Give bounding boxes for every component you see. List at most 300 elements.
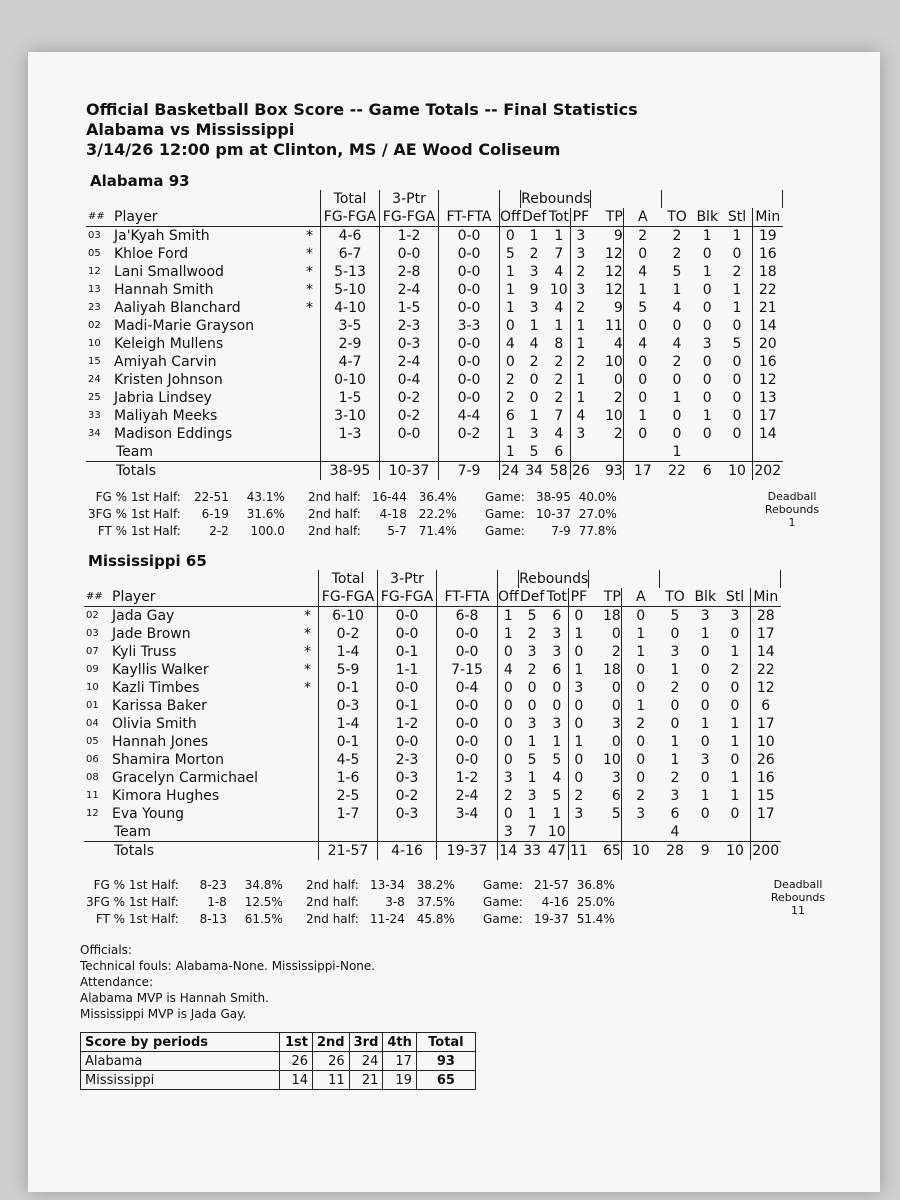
stat-cell: 3 xyxy=(700,752,710,768)
shooting-pct-row xyxy=(88,524,621,539)
stat-cell: 0 xyxy=(552,698,562,714)
player-row xyxy=(86,407,827,425)
header-date-venue: 3/14/26 12:00 pm at Clinton, MS / AE Wood Coliseum xyxy=(86,140,561,159)
player-number: 10 xyxy=(88,338,101,349)
stat-cell: 2 xyxy=(570,353,590,371)
stat-cell xyxy=(750,823,781,842)
player-row xyxy=(84,679,825,697)
stat-cell: 0 xyxy=(500,353,521,371)
stat-cell: 4 xyxy=(552,770,562,786)
periods-score: 26 xyxy=(280,1052,313,1071)
pct-cell: FG % 1st Half: xyxy=(95,490,181,504)
stat-cell: 0 xyxy=(702,426,712,442)
stat-cell: 1-2 xyxy=(380,227,439,246)
player-row xyxy=(86,389,827,407)
stat-cell: 0-1 xyxy=(319,679,378,697)
stat-cell: 2 xyxy=(570,299,590,317)
pct-cell: 27.0% xyxy=(578,507,617,521)
stat-cell: 1 xyxy=(529,408,539,424)
stat-cell: 2 xyxy=(527,626,537,642)
stat-cell: 0 xyxy=(702,318,712,334)
stat-cell: * xyxy=(306,282,313,298)
stat-cell: 0-0 xyxy=(439,353,500,371)
totals-label: Totals xyxy=(112,842,304,861)
stat-cell: 17 xyxy=(750,625,781,643)
player-row xyxy=(86,281,827,299)
stat-cell: 0-1 xyxy=(378,643,437,661)
stat-cell: 4 xyxy=(554,300,564,316)
stat-cell: 1 xyxy=(498,625,519,643)
stat-cell: 1 xyxy=(500,425,521,443)
column-header-tot: Tot xyxy=(546,589,567,605)
stat-cell: 0 xyxy=(732,426,742,442)
stat-cell: 4-7 xyxy=(321,353,380,371)
stat-cell xyxy=(304,805,319,823)
stat-cell: 4 xyxy=(623,335,662,353)
player-name: Kimora Hughes xyxy=(112,788,220,804)
player-name: Lani Smallwood xyxy=(114,264,224,280)
stat-cell: 1 xyxy=(527,734,537,750)
stat-cell: 3 xyxy=(570,227,590,246)
stat-cell: 1 xyxy=(621,643,660,661)
totals-cell: 10 xyxy=(720,842,750,861)
pct-cell: 19-37 xyxy=(533,912,569,926)
stat-cell: 26 xyxy=(750,751,781,769)
mississippi-deadball: Deadball Rebounds 11 xyxy=(770,878,826,917)
stat-cell: 0 xyxy=(702,282,712,298)
stat-cell: 1-4 xyxy=(319,643,378,661)
stat-cell: 4 xyxy=(554,264,564,280)
player-name: Gracelyn Carmichael xyxy=(112,770,259,786)
stat-cell: 3 xyxy=(670,788,680,804)
stat-cell: 4-5 xyxy=(319,751,378,769)
column-header-tot: Tot xyxy=(548,209,569,225)
column-header-ft: FT-FTA xyxy=(439,208,500,227)
stat-cell: 5 xyxy=(527,608,537,624)
stat-cell: 2-5 xyxy=(319,787,378,805)
totals-cell: 14 xyxy=(499,843,518,859)
pct-cell: 22.2% xyxy=(418,507,457,521)
stat-cell: 1-2 xyxy=(437,769,498,787)
stat-cell: 3 xyxy=(529,264,539,280)
pct-cell: 51.4% xyxy=(576,912,615,926)
stat-cell: 0-0 xyxy=(380,245,439,263)
stat-cell: 1 xyxy=(527,806,537,822)
player-name: Keleigh Mullens xyxy=(114,336,224,352)
stat-cell: 0-2 xyxy=(378,787,437,805)
group-header-label: Total xyxy=(319,570,378,588)
stat-cell: 1-3 xyxy=(321,425,380,443)
stat-cell: 2 xyxy=(554,372,564,388)
periods-header-1st: 1st xyxy=(280,1033,313,1052)
totals-cell: 200 xyxy=(750,842,781,861)
stat-cell: 0 xyxy=(623,317,662,335)
stat-cell: 18 xyxy=(752,263,783,281)
stat-cell: 1-4 xyxy=(319,715,378,733)
stat-cell: 2 xyxy=(613,426,623,442)
pct-cell: Game: xyxy=(485,490,525,504)
column-header-fg3: FG-FGA xyxy=(380,208,439,227)
player-number xyxy=(84,823,112,842)
stat-cell: 0 xyxy=(623,371,662,389)
periods-score: 19 xyxy=(383,1071,417,1090)
periods-team-name: Alabama xyxy=(81,1052,280,1071)
pct-cell: 100.0 xyxy=(250,524,285,538)
player-row xyxy=(86,227,827,246)
stat-cell: 0-2 xyxy=(380,389,439,407)
stat-cell: 10 xyxy=(547,824,566,840)
column-header-player: Player xyxy=(112,588,304,607)
stat-cell xyxy=(304,751,319,769)
group-header-row xyxy=(84,570,825,588)
totals-cell: 4-16 xyxy=(378,842,437,861)
stat-cell: 0 xyxy=(670,716,680,732)
stat-cell: 2-3 xyxy=(380,317,439,335)
stat-cell: 0 xyxy=(611,698,621,714)
column-header-num: ## xyxy=(86,208,114,227)
stat-cell: 0 xyxy=(672,408,682,424)
stat-cell: 1 xyxy=(554,318,564,334)
periods-score: 14 xyxy=(280,1071,313,1090)
stat-cell: 6 xyxy=(552,662,562,678)
player-number: 34 xyxy=(88,428,101,439)
stat-cell: 3 xyxy=(527,644,537,660)
stat-cell: 1-7 xyxy=(319,805,378,823)
player-name: Jada Gay xyxy=(112,608,175,624)
stat-cell: 4-10 xyxy=(321,299,380,317)
stat-cell xyxy=(319,823,378,842)
stat-cell: 0 xyxy=(732,390,742,406)
stat-cell: 0 xyxy=(732,372,742,388)
stat-cell: 21 xyxy=(752,299,783,317)
player-name: Team xyxy=(116,444,154,460)
stat-cell: 4 xyxy=(672,336,682,352)
stat-cell: 1 xyxy=(732,228,742,244)
stat-cell: 0-1 xyxy=(319,733,378,751)
player-name: Madi-Marie Grayson xyxy=(114,318,255,334)
player-name: Karissa Baker xyxy=(112,698,207,714)
player-name: Kristen Johnson xyxy=(114,372,223,388)
stat-cell: 0 xyxy=(621,661,660,679)
stat-cell: 17 xyxy=(752,407,783,425)
stat-cell: 5 xyxy=(500,245,521,263)
stat-cell: * xyxy=(306,300,313,316)
stat-cell: * xyxy=(306,264,313,280)
stat-cell: 8 xyxy=(554,336,564,352)
shooting-pct-row xyxy=(88,490,621,505)
stat-cell: 3 xyxy=(700,608,710,624)
player-name: Shamira Morton xyxy=(112,752,224,768)
stat-cell: * xyxy=(304,662,311,678)
pct-cell: 16-44 xyxy=(371,490,407,504)
stat-cell: 4-4 xyxy=(439,407,500,425)
stat-cell: 2 xyxy=(500,389,521,407)
group-header-label: 3-Ptr xyxy=(378,570,437,588)
stat-cell: 0 xyxy=(621,733,660,751)
stat-cell: 1-2 xyxy=(378,715,437,733)
totals-cell: 33 xyxy=(519,842,546,861)
stat-cell: 0-0 xyxy=(439,299,500,317)
alabama-shooting-pct xyxy=(86,488,623,541)
stat-cell: 1 xyxy=(529,318,539,334)
stat-cell: 0-0 xyxy=(439,371,500,389)
stat-cell: 3 xyxy=(670,644,680,660)
stat-cell: 2 xyxy=(529,354,539,370)
column-header-def: Def xyxy=(521,209,547,225)
player-row xyxy=(86,245,827,263)
pct-cell: 8-13 xyxy=(199,912,227,926)
stat-cell: * xyxy=(304,626,311,642)
stat-cell: 16 xyxy=(750,769,781,787)
group-header-label: Total xyxy=(321,190,380,208)
player-row xyxy=(86,335,827,353)
stat-cell: 0 xyxy=(621,769,660,787)
stat-cell xyxy=(720,823,750,842)
player-number: 03 xyxy=(86,628,99,639)
player-row xyxy=(84,715,825,733)
stat-cell: 0 xyxy=(552,680,562,696)
stat-cell: 1 xyxy=(568,661,588,679)
totals-row xyxy=(86,462,827,481)
pct-cell: 5-7 xyxy=(387,524,407,538)
game-notes xyxy=(80,942,375,1022)
pct-cell: 71.4% xyxy=(418,524,457,538)
column-header-to: TO xyxy=(660,588,691,607)
stat-cell: 0 xyxy=(621,607,660,626)
player-row xyxy=(84,697,825,715)
pct-cell: 2nd half: xyxy=(308,490,361,504)
totals-cell: 17 xyxy=(623,462,662,481)
pct-cell: 8-23 xyxy=(199,878,227,892)
player-number: 33 xyxy=(88,410,101,421)
stat-cell xyxy=(306,443,321,462)
stat-cell xyxy=(306,389,321,407)
alabama-box-table xyxy=(86,190,827,480)
totals-cell: 24 xyxy=(501,463,520,479)
pct-cell: 3-8 xyxy=(385,895,405,909)
note-alabama-mvp: Alabama MVP is Hannah Smith. xyxy=(80,991,269,1005)
totals-cell: 202 xyxy=(752,462,783,481)
shooting-pct-row xyxy=(88,507,621,522)
stat-cell: 2 xyxy=(500,371,521,389)
stat-cell: 1 xyxy=(730,734,740,750)
stat-cell: 0 xyxy=(730,626,740,642)
stat-cell: 4-6 xyxy=(321,227,380,246)
player-name: Kyli Truss xyxy=(112,644,177,660)
stat-cell: 9 xyxy=(529,282,539,298)
player-row xyxy=(86,425,827,443)
mississippi-box-table xyxy=(84,570,825,860)
stat-cell: 0-0 xyxy=(437,733,498,751)
stat-cell: 0 xyxy=(527,680,537,696)
stat-cell: 22 xyxy=(752,281,783,299)
column-header-off: Off xyxy=(498,589,519,605)
player-row xyxy=(84,643,825,661)
pct-cell: 11-24 xyxy=(369,912,405,926)
stat-cell: 3 xyxy=(570,281,590,299)
stat-cell: 2 xyxy=(554,354,564,370)
stat-cell: 4 xyxy=(529,336,539,352)
stat-cell: 2 xyxy=(730,662,740,678)
note-mississippi-mvp: Mississippi MVP is Jada Gay. xyxy=(80,1007,247,1021)
stat-cell: 3-3 xyxy=(439,317,500,335)
stat-cell xyxy=(380,443,439,462)
stat-cell: 3 xyxy=(611,716,621,732)
stat-cell xyxy=(304,715,319,733)
pct-cell: 3FG % 1st Half: xyxy=(86,895,179,909)
stat-cell: 1 xyxy=(730,788,740,804)
player-name: Maliyah Meeks xyxy=(114,408,218,424)
stat-cell: 0 xyxy=(700,698,710,714)
pct-cell: 37.5% xyxy=(416,895,455,909)
player-number: 12 xyxy=(86,808,99,819)
stat-cell: 12 xyxy=(604,282,623,298)
totals-cell: 65 xyxy=(589,842,622,861)
stat-cell xyxy=(439,443,500,462)
stat-cell: 5 xyxy=(552,752,562,768)
column-header-min: Min xyxy=(752,208,783,227)
player-name: Eva Young xyxy=(112,806,185,822)
pct-cell: 2nd half: xyxy=(306,878,359,892)
stat-cell: 0 xyxy=(498,733,519,751)
stat-cell: 0 xyxy=(529,390,539,406)
player-number: 03 xyxy=(88,230,101,241)
stat-cell: 7 xyxy=(554,408,564,424)
player-name: Jabria Lindsey xyxy=(114,390,212,406)
stat-cell: 2 xyxy=(623,227,662,246)
stat-cell: 3 xyxy=(552,716,562,732)
pct-cell: 38.2% xyxy=(416,878,455,892)
totals-cell: 26 xyxy=(571,463,590,479)
column-header-a: A xyxy=(623,208,662,227)
stat-cell: 0 xyxy=(621,679,660,697)
stat-cell: 3 xyxy=(529,426,539,442)
stat-cell: 5 xyxy=(732,336,742,352)
pct-cell: 61.5% xyxy=(244,912,283,926)
stat-cell: 0-3 xyxy=(380,335,439,353)
player-number: 02 xyxy=(88,320,101,331)
totals-cell: 10-37 xyxy=(380,462,439,481)
pct-cell: FT % 1st Half: xyxy=(97,524,181,538)
player-number: 12 xyxy=(88,266,101,277)
stat-cell: 5 xyxy=(670,608,680,624)
player-row xyxy=(86,299,827,317)
stat-cell: 0 xyxy=(702,390,712,406)
stat-cell: 3 xyxy=(498,823,519,842)
stat-cell xyxy=(437,823,498,842)
stat-cell: 0-0 xyxy=(439,389,500,407)
player-row xyxy=(86,263,827,281)
stat-cell: 1 xyxy=(621,625,660,643)
stat-cell: 1 xyxy=(670,662,680,678)
stat-cell: 6 xyxy=(750,697,781,715)
stat-cell: 1 xyxy=(672,444,682,460)
stat-cell: 2-9 xyxy=(321,335,380,353)
stat-cell: 2 xyxy=(498,787,519,805)
alabama-deadball: Deadball Rebounds 1 xyxy=(764,490,820,529)
pct-cell: 12.5% xyxy=(244,895,283,909)
stat-cell: 1-1 xyxy=(378,661,437,679)
stat-cell: 1 xyxy=(568,733,588,751)
stat-cell: 3 xyxy=(611,770,621,786)
stat-cell: 0 xyxy=(732,354,742,370)
stat-cell: 3 xyxy=(568,805,588,823)
stat-cell: 0 xyxy=(611,626,621,642)
stat-cell: 1 xyxy=(570,389,590,407)
periods-header-2nd: 2nd xyxy=(313,1033,350,1052)
stat-cell: 3 xyxy=(730,608,740,624)
player-name: Aaliyah Blanchard xyxy=(114,300,241,316)
stat-cell: 0 xyxy=(498,751,519,769)
stat-cell: 0-3 xyxy=(378,805,437,823)
pct-cell: 40.0% xyxy=(578,490,617,504)
stat-cell: 0 xyxy=(700,806,710,822)
stat-cell: 0 xyxy=(672,426,682,442)
stat-cell: 2 xyxy=(568,787,588,805)
column-header-off: Off xyxy=(500,209,521,225)
player-row xyxy=(84,751,825,769)
stat-cell: 0-0 xyxy=(380,425,439,443)
stat-cell: 2-4 xyxy=(380,281,439,299)
stat-cell: 4 xyxy=(500,335,521,353)
column-header-tp: TP xyxy=(591,208,624,227)
stat-cell: 0-0 xyxy=(437,643,498,661)
group-header-rebounds: Rebounds xyxy=(521,191,591,207)
stat-cell: 1 xyxy=(700,626,710,642)
column-header-stl: Stl xyxy=(722,208,752,227)
totals-cell: 9 xyxy=(690,842,720,861)
stat-cell: 1 xyxy=(570,371,590,389)
stat-cell: 14 xyxy=(750,643,781,661)
stat-cell: 0 xyxy=(623,245,662,263)
stat-cell: 6 xyxy=(552,608,562,624)
stat-cell: 6 xyxy=(554,444,564,460)
stat-cell xyxy=(570,443,590,462)
periods-row-alabama xyxy=(81,1052,476,1071)
player-row xyxy=(84,661,825,679)
pct-cell: Game: xyxy=(483,878,523,892)
stat-cell: 0 xyxy=(730,752,740,768)
stat-cell: 2 xyxy=(527,662,537,678)
stat-cell: 14 xyxy=(752,425,783,443)
stat-cell: 1 xyxy=(623,281,662,299)
stat-cell: 0 xyxy=(621,751,660,769)
stat-cell: 28 xyxy=(750,607,781,626)
periods-score: 17 xyxy=(383,1052,417,1071)
stat-cell xyxy=(304,787,319,805)
column-header-tp: TP xyxy=(589,588,622,607)
stat-cell: 1 xyxy=(570,317,590,335)
stat-cell: 1 xyxy=(730,716,740,732)
stat-cell: 3 xyxy=(621,805,660,823)
totals-cell: 6 xyxy=(692,462,722,481)
column-header-a: A xyxy=(621,588,660,607)
stat-cell: 1 xyxy=(570,335,590,353)
stat-cell: 11 xyxy=(604,318,623,334)
pct-cell: 1-8 xyxy=(207,895,227,909)
stat-cell: 0 xyxy=(732,318,742,334)
pct-cell: 2nd half: xyxy=(306,895,359,909)
player-name: Ja'Kyah Smith xyxy=(114,228,210,244)
player-number: 23 xyxy=(88,302,101,313)
team-title-mississippi: Mississippi 65 xyxy=(88,552,207,570)
stat-cell: 0-0 xyxy=(439,335,500,353)
periods-header-3rd: 3rd xyxy=(349,1033,383,1052)
stat-cell: 1 xyxy=(552,806,562,822)
stat-cell: 0 xyxy=(568,643,588,661)
stat-cell: 3-5 xyxy=(321,317,380,335)
stat-cell: 4 xyxy=(498,661,519,679)
